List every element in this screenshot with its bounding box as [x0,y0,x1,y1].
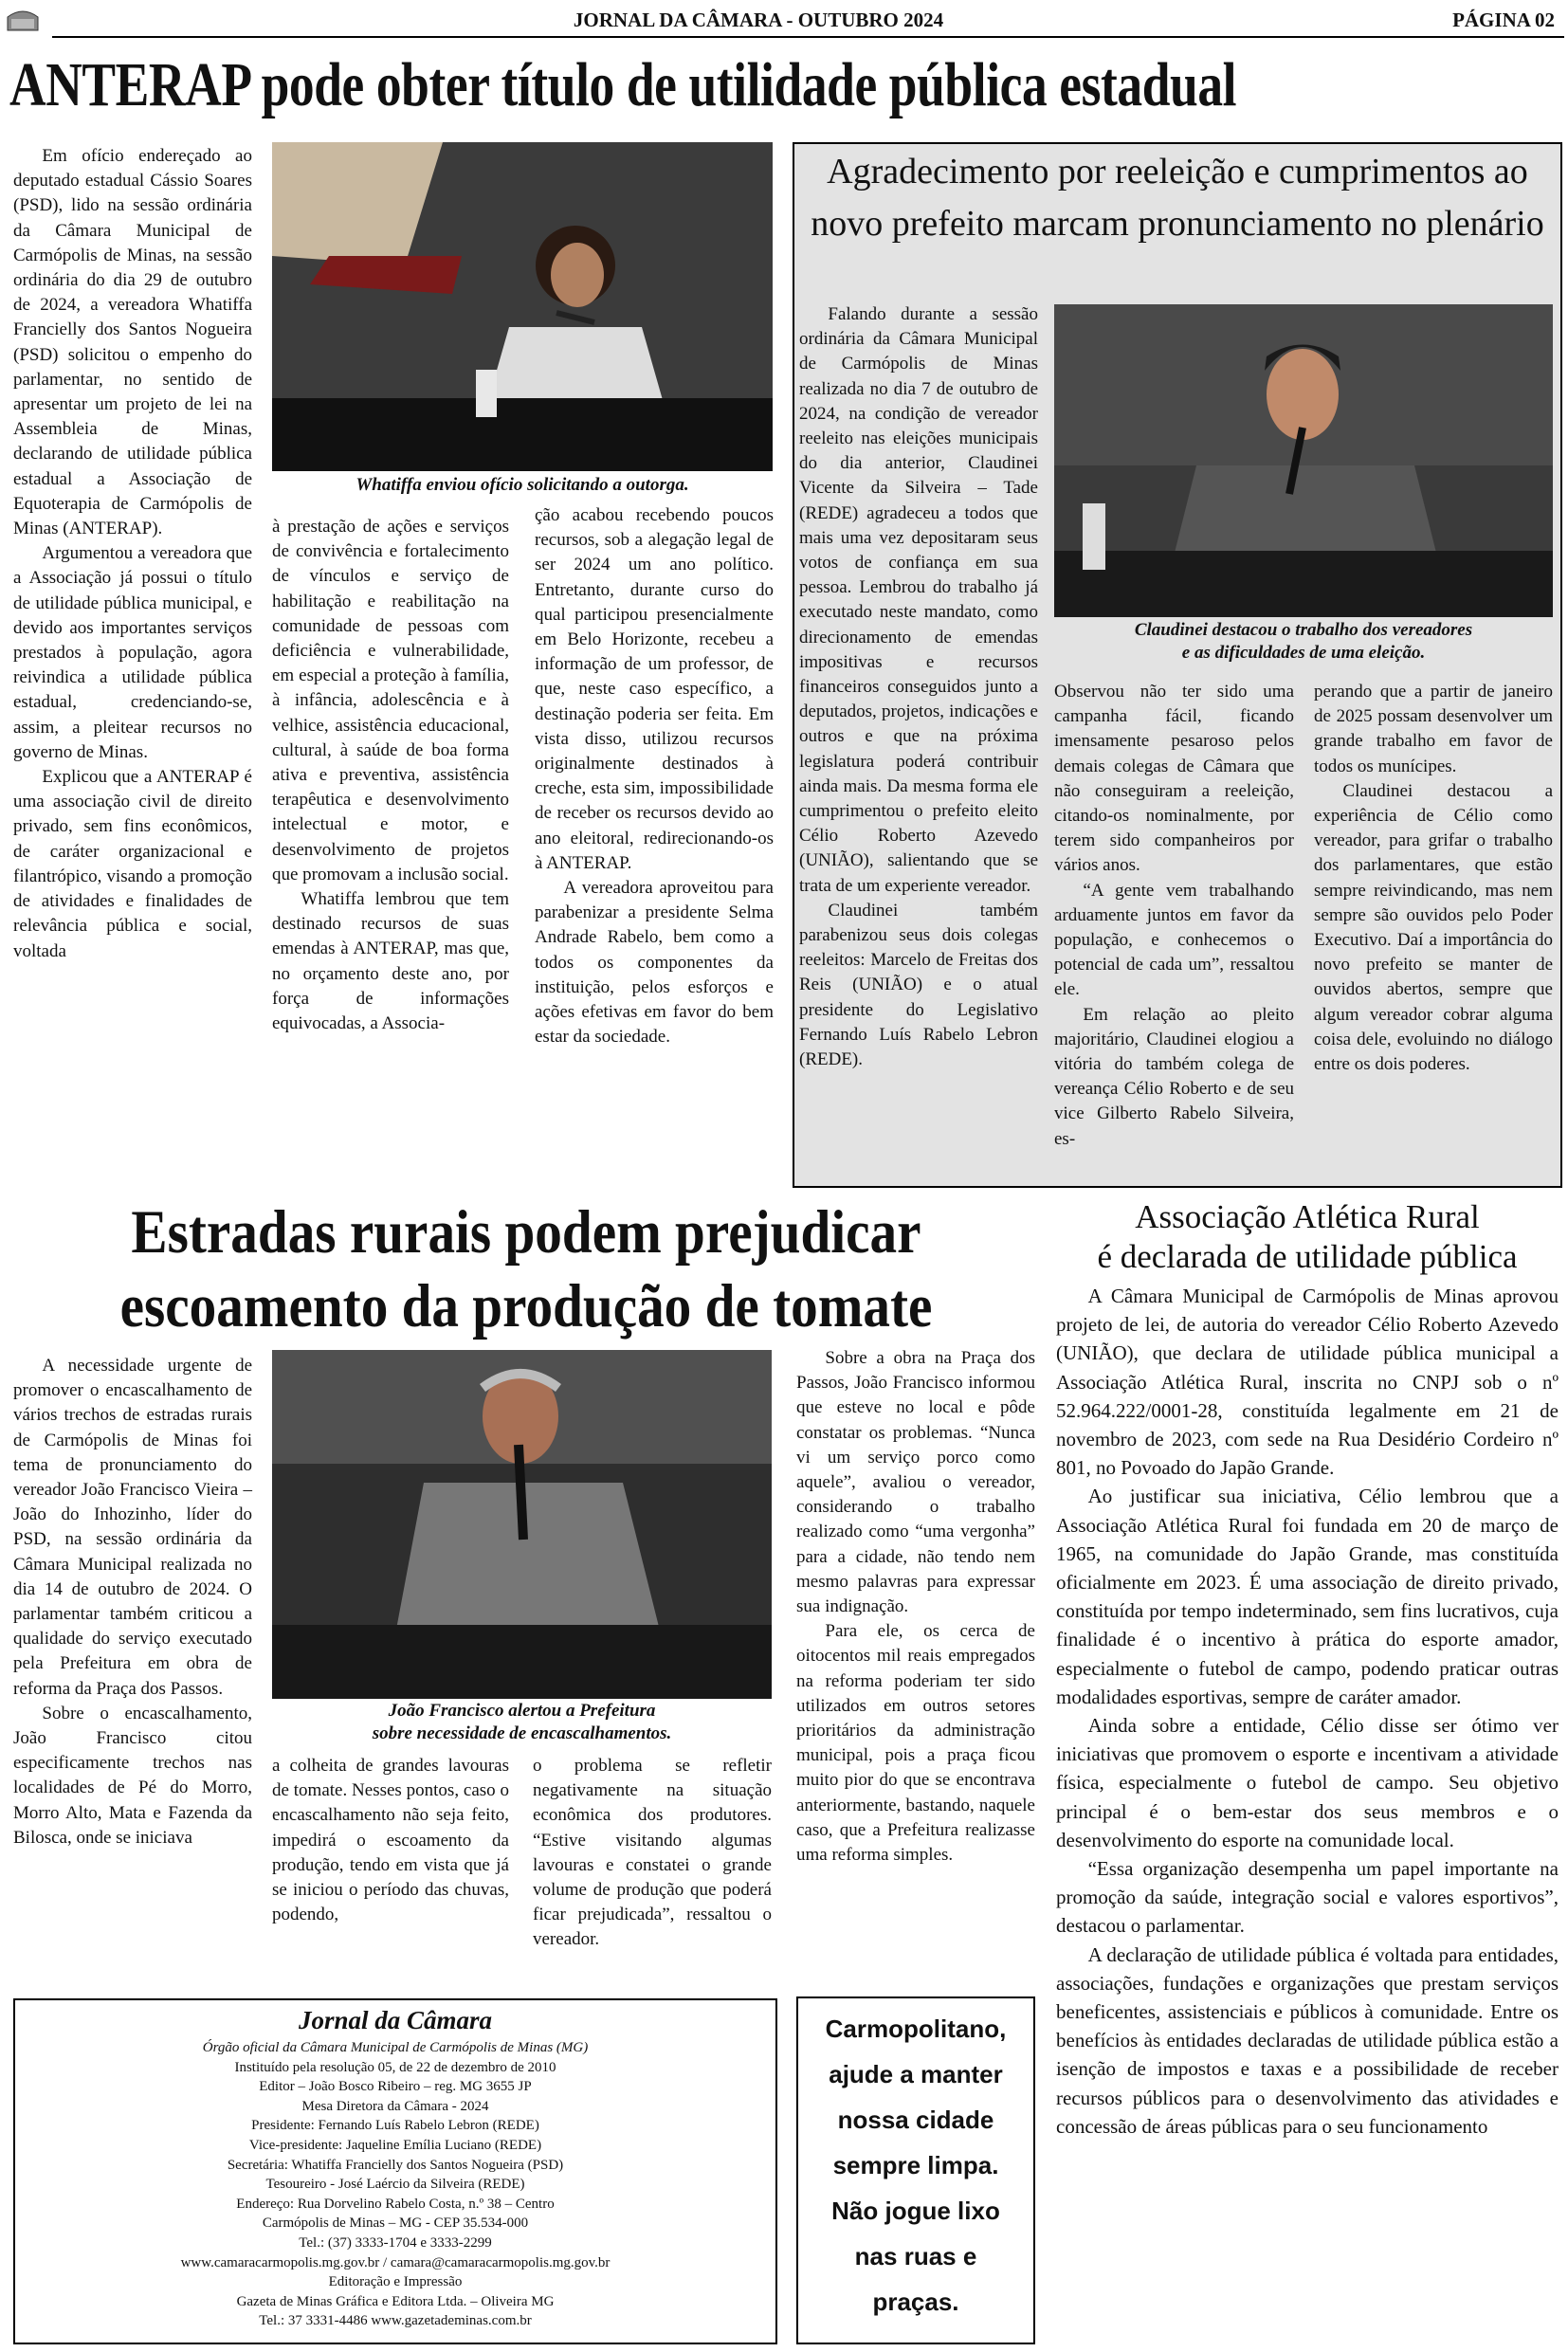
notice-line: nossa cidade [837,2106,994,2134]
paragraph: Claudinei destacou a experiência de Célio como vereador, para grifar o trabalho dos parlamentares, que estão sempre reivindicando, mas nem sempre são ouvidos pelo Poder Executivo. Daí a importância do novo prefeito se manter de ouvidos abertos, sempre que algum vereador cobrar alguma coisa dele, evoluindo no diálogo entre os dois poderes. [1314,780,1553,1075]
headline-estradas-2: escoamento da produção de tomate [119,1272,933,1340]
expediente-line: Tesoureiro - José Laércio da Silveira (REDE) [265,2177,525,2193]
paragraph: Falando durante a sessão ordinária da Câmara Municipal de Carmópolis de Minas realizada no dia 7 de outubro de 2024, na condição de vereador reeleito nas eleições municipais do dia anterior, Claudinei Vicente da Silveira – Tade (REDE) agradeceu a todos que mais uma vez depositaram seus votos de confiança em sua pessoa. Lembrou do trabalho já executado neste mandato, como direcionamento de emendas impositivas e recursos financeiros conseguidos junto a deputados, projetos, indicações e outros e que na próxima legislatura poderá contribuir ainda mais. Da mesma forma ele cumprimentou o prefeito eleito Célio Roberto Azevedo (UNIÃO), salientando que se trata de um experiente vereador. [799,304,1038,896]
headline-anterap: ANTERAP pode obter título de utilidade pública estadual [9,50,1237,119]
notice-line: sempre limpa. [832,2151,999,2179]
paragraph: A vereadora aproveitou para parabenizar a presidente Selma Andrade Rabelo, bem como a todos os componentes da instituição, pelos esforços e ações efetivas em favor do bem estar da sociedade. [535,878,774,1048]
paragraph: Explicou que a ANTERAP é uma associação civil de direito privado, sem fins econômicos, de caráter organizacional e filantrópico, visando a promoção de atividades e finalidades de relevância pública e social, voltada [13,767,252,961]
notice-line: nas ruas e [854,2242,977,2270]
photo-claudinei [1054,304,1553,617]
caption-whatiffa: Whatiffa enviou ofício solicitando a outorga. [356,475,689,495]
expediente-box [13,1998,777,2344]
headline-estradas-1: Estradas rurais podem prejudicar [131,1198,921,1267]
notice-line: Carmopolitano, [825,2015,1007,2043]
expediente-line: Editoração e Impressão [328,2274,463,2290]
expediente-line: Endereço: Rua Dorvelino Rabelo Costa, n.º 38 – Centro [236,2196,555,2212]
expediente-line: Mesa Diretora da Câmara - 2024 [301,2098,489,2114]
expediente-line: www.camaracarmopolis.mg.gov.br / camara@camaracarmopolis.mg.gov.br [180,2254,611,2270]
expediente-line: Secretária: Whatiffa Francielly dos Santos Nogueira (PSD) [227,2157,564,2173]
caption-claudinei-2: e as dificuldades de uma eleição. [1181,643,1426,663]
paragraph: perando que a partir de janeiro de 2025 possam desenvolver um grande trabalho em favor de todos os munícipes. [1314,682,1553,776]
notice-line: Não jogue lixo [831,2197,1000,2225]
photo-whatiffa [272,142,773,471]
headline-claudinei: Agradecimento por reeleição e cumprimentos ao novo prefeito marcam pronunciamento no plenário [811,152,1544,244]
photo-joao-francisco [272,1350,772,1699]
paragraph: Whatiffa lembrou que tem destinado recursos de suas emendas à ANTERAP, mas que, no orçamento deste ano, por força de informações equivocadas, a Associa- [272,889,509,1034]
a1-col3 [535,503,774,1049]
paragraph: Para ele, os cerca de oitocentos mil reais empregados na reforma poderiam ter sido utilizados em outros setores prioritários da administração municipal, pois a praça ficou muito pior do que se encontrava anteriormente, bastando, naquele caso, que a Prefeitura realizasse uma reforma simples. [796,1621,1035,1866]
paragraph: A Câmara Municipal de Carmópolis de Minas aprovou projeto de lei, de autoria do vereador Célio Roberto Azevedo (UNIÃO), que declara de utilidade pública municipal a Associação Atlética Rural, inscrita no CNPJ sob o nº 52.964.222/0001-28, constituída legalmente em 21 de novembro de 2023, com sede na Rua Desidério Cordeiro nº 801, no Povoado do Japão Grande. [1056,1285,1559,1480]
expediente-line: Presidente: Fernando Luís Rabelo Lebron (REDE) [251,2118,539,2134]
paragraph: Sobre a obra na Praça dos Passos, João Francisco informou que esteve no local e pôde constatar os problemas. “Nunca vi um serviço porco como aquele”, avaliou o vereador, considerando o trabalho realizado como “uma vergonha” para a cidade, não tendo nem mesmo palavras para expressar sua indignação. [796,1348,1035,1617]
a2-col2 [1054,680,1294,1152]
expediente-line: Editor – João Bosco Ribeiro – reg. MG 3655 JP [259,2079,532,2095]
expediente-line: Vice-presidente: Jaqueline Emília Luciano (REDE) [248,2137,542,2153]
paragraph: A declaração de utilidade pública é voltada para entidades, associações, fundações e organizações que prestam serviços beneficentes, assistenciais e públicos à comunidade. Entre os benefícios às entidades declaradas de utilidade pública estão a isenção de impostos e taxas e a possibilidade de receber recursos públicos para o desenvolvimento das atividades e concessão de áreas públicas para o seu funcionamento [1056,1942,1559,2138]
paragraph: “A gente vem trabalhando arduamente juntos em favor da população, e conhecemos o potencial de cada um”, ressaltou ele. [1054,880,1294,1000]
a3-col2 [272,1754,509,1927]
a1-col1 [13,144,252,964]
paragraph: “Essa organização desempenha um papel importante na promoção da saúde, integração social e valores esportivos”, destacou o parlamentar. [1056,1857,1559,1938]
paragraph: Sobre o encascalhamento, João Francisco citou especificamente trechos nas localidades de Pé do Morro, Morro Alto, Mata e Fazenda da Bilosca, onde se iniciava [13,1703,252,1848]
expediente-title: Jornal da Câmara [298,2006,493,2034]
caption-claudinei-1: Claudinei destacou o trabalho dos vereadores [1134,620,1473,640]
notice-line: praças. [872,2288,959,2316]
caption-joao-2: sobre necessidade de encascalhamentos. [372,1723,672,1743]
a2-col1 [799,302,1038,1072]
caption-joao-1: João Francisco alertou a Prefeitura [388,1701,656,1721]
paragraph: a colheita de grandes lavouras de tomate. Nesses pontos, caso o encascalhamento não seja feito, impedirá o escoamento da produção, tendo em vista que já se iniciou o período das chuvas, podendo, [272,1756,509,1925]
paragraph: Em ofício endereçado ao deputado estadual Cássio Soares (PSD), lido na sessão ordinária da Câmara Municipal de Carmópolis de Minas, na sessão ordinária do dia 29 de outubro de 2024, a vereadora Whatiffa Francielly dos Santos Nogueira (PSD) solicitou o empenho do parlamentar, no sentido de apresentar um projeto de lei na Assembleia de Minas, declarando de utilidade pública estadual a Associação de Equoterapia de Carmópolis de Minas (ANTERAP). [13,146,252,539]
expediente-line: Tel.: 37 3331-4486 www.gazetademinas.com.br [259,2313,532,2329]
a2-col3 [1314,680,1553,1077]
expediente-line: Gazeta de Minas Gráfica e Editora Ltda. – Oliveira MG [236,2293,555,2309]
headline-atletica-2: é declarada de utilidade pública [1097,1238,1518,1275]
a3-col4 [796,1346,1035,1868]
notice-box [796,1996,1035,2344]
a1-col2 [272,515,509,1036]
paragraph: Ainda sobre a entidade, Célio disse ser ótimo ver iniciativas que promovem o esporte e incentivam a atividade física, especialmente o futebol de campo. Seu objetivo principal é o bem-estar dos seus membros e o desenvolvimento do esporte na comunidade local. [1056,1714,1559,1851]
expediente-line: Instituído pela resolução 05, de 22 de dezembro de 2010 [234,2059,556,2075]
paragraph: à prestação de ações e serviços de convivência e fortalecimento de vínculos e serviço de habilitação e reabilitação na comunidade de pessoas com deficiência e vulnerabilidade, em especial a proteção à família, à infância, adolescência e à velhice, assistência educacional, cultural, à saúde de boa forma ativa e preventiva, assistência terapêutica e desenvolvimento intelectual e motor, e desenvolvimento de projetos que promovam a inclusão social. [272,517,509,884]
a3-col3 [533,1754,772,1953]
expediente-line: Carmópolis de Minas – MG - CEP 35.534-000 [262,2215,529,2232]
paragraph: o problema se refletir negativamente na situação econômica dos produtores. “Estive visitando algumas lavouras e constatei o grande volume de produção que poderá ficar prejudicada”, ressaltou o vereador. [533,1756,772,1950]
headline-atletica-1: Associação Atlética Rural [1135,1198,1480,1235]
page-number: PÁGINA 02 [1452,9,1555,31]
paragraph: ção acabou recebendo poucos recursos, sob a alegação legal de ser 2024 um ano político. Entretanto, durante curso do qual participou presencialmente em Belo Horizonte, recebeu a informação de um professor, de que, neste caso específico, a destinação poderia ser feita. Em vista disso, utilizou recursos originalmente destinados à creche, esta sim, impossibilidade de receber os recursos devido ao ano eleitoral, redirecionando-os à ANTERAP. [535,505,774,873]
paragraph: Argumentou a vereadora que a Associação já possui o título de utilidade pública municipal, e devido aos importantes serviços prestados à população, agora reivindica a utilidade pública estadual, credenciando-se, assim, a pleitear recursos no governo de Minas. [13,543,252,762]
a4-body [1056,1282,1559,2141]
expediente-line: Tel.: (37) 3333-1704 e 3333-2299 [299,2234,492,2251]
journal-title: JORNAL DA CÂMARA - OUTUBRO 2024 [573,9,944,31]
paragraph: Observou não ter sido uma campanha fácil, ficando imensamente pesaroso pelos demais colegas de Câmara que não conseguiram a reeleição, citando-os nominalmente, por terem sido companheiros por vários anos. [1054,682,1294,876]
a3-col1 [13,1354,252,1851]
notice-line: ajude a manter [829,2060,1003,2088]
paragraph: A necessidade urgente de promover o encascalhamento de vários trechos de estradas rurais de Carmópolis de Minas foi tema de pronunciamento do vereador João Francisco Vieira – João do Inhozinho, líder do PSD, na sessão ordinária da Câmara Municipal realizada no dia 14 de outubro de 2024. O parlamentar também criticou a qualidade do serviço executado pela Prefeitura em obra de reforma da Praça dos Passos. [13,1356,252,1699]
paragraph: Claudinei também parabenizou seus dois colegas reeleitos: Marcelo de Freitas dos Reis (UNIÃO) e o atual presidente do Legislativo Fernando Luís Rabelo Lebron (REDE). [799,900,1038,1070]
crest-icon [4,6,42,34]
expediente-line: Órgão oficial da Câmara Municipal de Carmópolis de Minas (MG) [202,2040,589,2055]
paragraph: Ao justificar sua iniciativa, Célio lembrou que a Associação Atlética Rural foi fundada em 20 de março de 1965, na comunidade do Japão Grande, mas constituída oficialmente em 2023. É uma associação de direito privado, constituída por tempo indeterminado, sem fins lucrativos, cuja finalidade é o incentivo à prática do esporte amador, especialmente o futebol de campo, podendo praticar outras modalidades esportivas, sempre de caráter amador. [1056,1485,1559,1708]
header-rule [52,36,1564,38]
paragraph: Em relação ao pleito majoritário, Claudinei elogiou a vitória do também colega de vereança Célio Roberto e de seu vice Gilberto Rabelo Silveira, es- [1054,1004,1294,1149]
